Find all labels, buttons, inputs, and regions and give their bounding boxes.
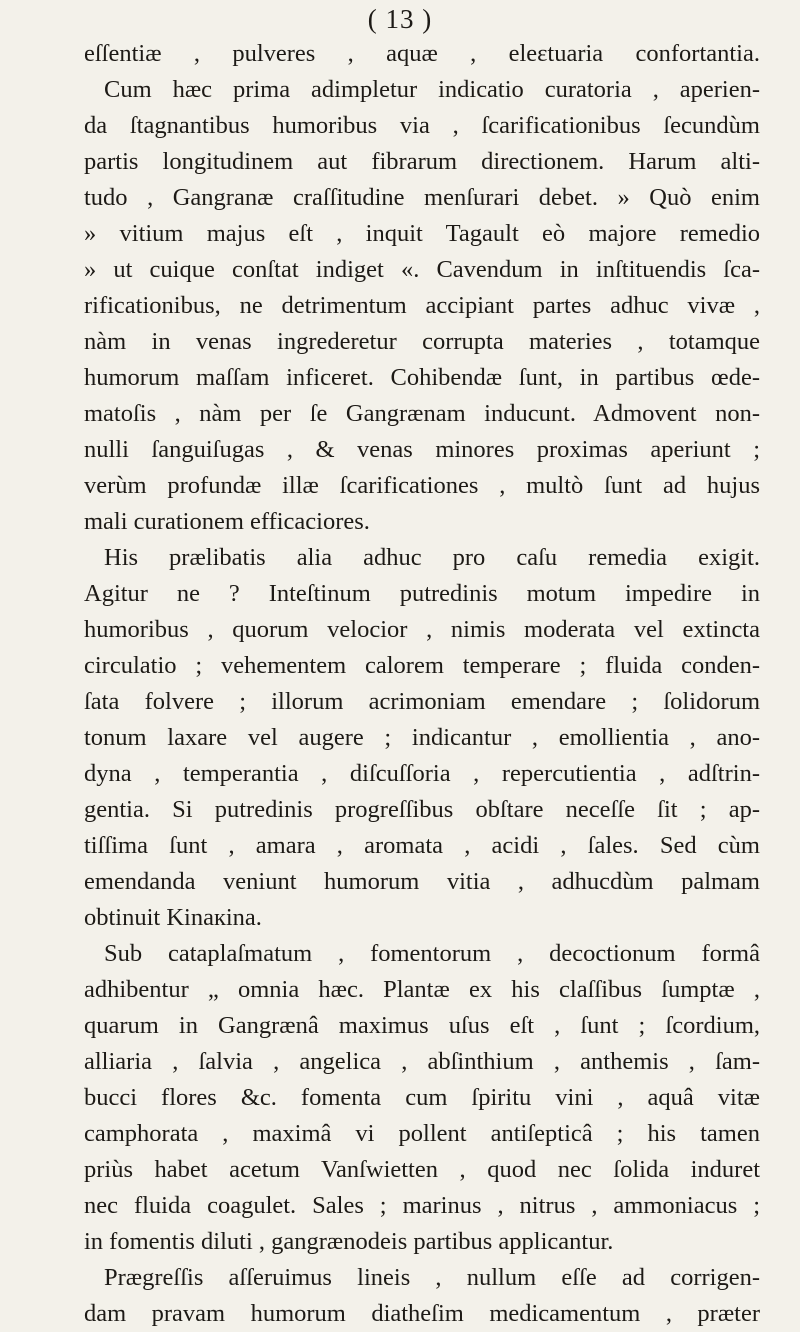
text-line: tiſſima ſunt , amara , aromata , acidi , ſales. Sed cùm xyxy=(84,832,760,859)
text-line: dyna , temperantia , diſcuſſoria , repercutientia , adſtrin- xyxy=(84,760,760,787)
body-text xyxy=(84,36,760,1332)
text-line: gentia. Si putredinis progreſſibus obſtare neceſſe ſit ; ap- xyxy=(84,796,760,823)
text-line: priùs habet acetum Vanſwietten , quod nec ſolida induret xyxy=(84,1156,760,1183)
text-line: rificationibus, ne detrimentum accipiant partes adhuc vivæ , xyxy=(84,292,760,319)
text-line: obtinuit Kinaкina. xyxy=(84,904,262,931)
page-number: ( 13 ) xyxy=(367,4,433,34)
text-line: Cum hæc prima adimpletur indicatio curatoria , aperien- xyxy=(104,76,760,103)
text-line: emendanda veniunt humorum vitia , adhucdùm palmam xyxy=(84,868,760,895)
text-line: tonum laxare vel augere ; indicantur , emollientia , ano- xyxy=(84,724,760,751)
text-line: bucci flores &c. fomenta cum ſpiritu vini , aquâ vitæ xyxy=(84,1084,760,1111)
text-line: circulatio ; vehementem calorem temperare ; fluida conden- xyxy=(84,652,760,679)
text-line: His prælibatis alia adhuc pro caſu remedia exigit. xyxy=(104,544,760,571)
text-line: da ſtagnantibus humoribus via , ſcarificationibus ſecundùm xyxy=(84,112,760,139)
text-line: dam pravam humorum diatheſim medicamentum , præter xyxy=(84,1300,760,1327)
text-line: » ut cuique conſtat indiget «. Cavendum in inſtituendis ſca- xyxy=(84,256,760,283)
text-line: matoſis , nàm per ſe Gangrænam inducunt. Admovent non- xyxy=(84,400,760,427)
text-line: ſata folvere ; illorum acrimoniam emendare ; ſolidorum xyxy=(84,688,760,715)
text-line: in fomentis diluti , gangrænodeis partibus applicantur. xyxy=(84,1228,614,1255)
text-line: Agitur ne ? Inteſtinum putredinis motum impedire in xyxy=(84,580,760,607)
text-line: adhibentur „ omnia hæc. Plantæ ex his claſſibus ſumptæ , xyxy=(84,976,760,1003)
text-line: humorum maſſam inficeret. Cohibendæ ſunt, in partibus œde- xyxy=(84,364,760,391)
text-line: Sub cataplaſmatum , fomentorum , decoctionum formâ xyxy=(104,940,760,967)
text-line: quarum in Gangrænâ maximus uſus eſt , ſunt ; ſcordium, xyxy=(84,1012,760,1039)
text-line: verùm profundæ illæ ſcarificationes , multò ſunt ad hujus xyxy=(84,472,760,499)
text-line: nec fluida coagulet. Sales ; marinus , nitrus , ammoniacus ; xyxy=(84,1192,760,1219)
text-line: camphorata , maximâ vi pollent antiſepticâ ; his tamen xyxy=(84,1120,760,1147)
text-line: » vitium majus eſt , inquit Tagault eò majore remedio xyxy=(84,220,760,247)
text-line: alliaria , ſalvia , angelica , abſinthium , anthemis , ſam- xyxy=(84,1048,760,1075)
text-line: Prægreſſis aſſeruimus lineis , nullum eſſe ad corrigen- xyxy=(104,1264,760,1291)
text-line: nàm in venas ingrederetur corrupta materies , totamque xyxy=(84,328,760,355)
text-line: humoribus , quorum velocior , nimis moderata vel extincta xyxy=(84,616,760,643)
text-line: tudo , Gangranæ craſſitudine menſurari debet. » Quò enim xyxy=(84,184,760,211)
text-line: nulli ſanguiſugas , & venas minores proximas aperiunt ; xyxy=(84,436,760,463)
text-line: partis longitudinem aut fibrarum directionem. Harum alti- xyxy=(84,148,760,175)
text-line: mali curationem efficaciores. xyxy=(84,508,370,535)
text-line: eſſentiæ , pulveres , aquæ , eleɛtuaria confortantia. xyxy=(84,40,760,67)
